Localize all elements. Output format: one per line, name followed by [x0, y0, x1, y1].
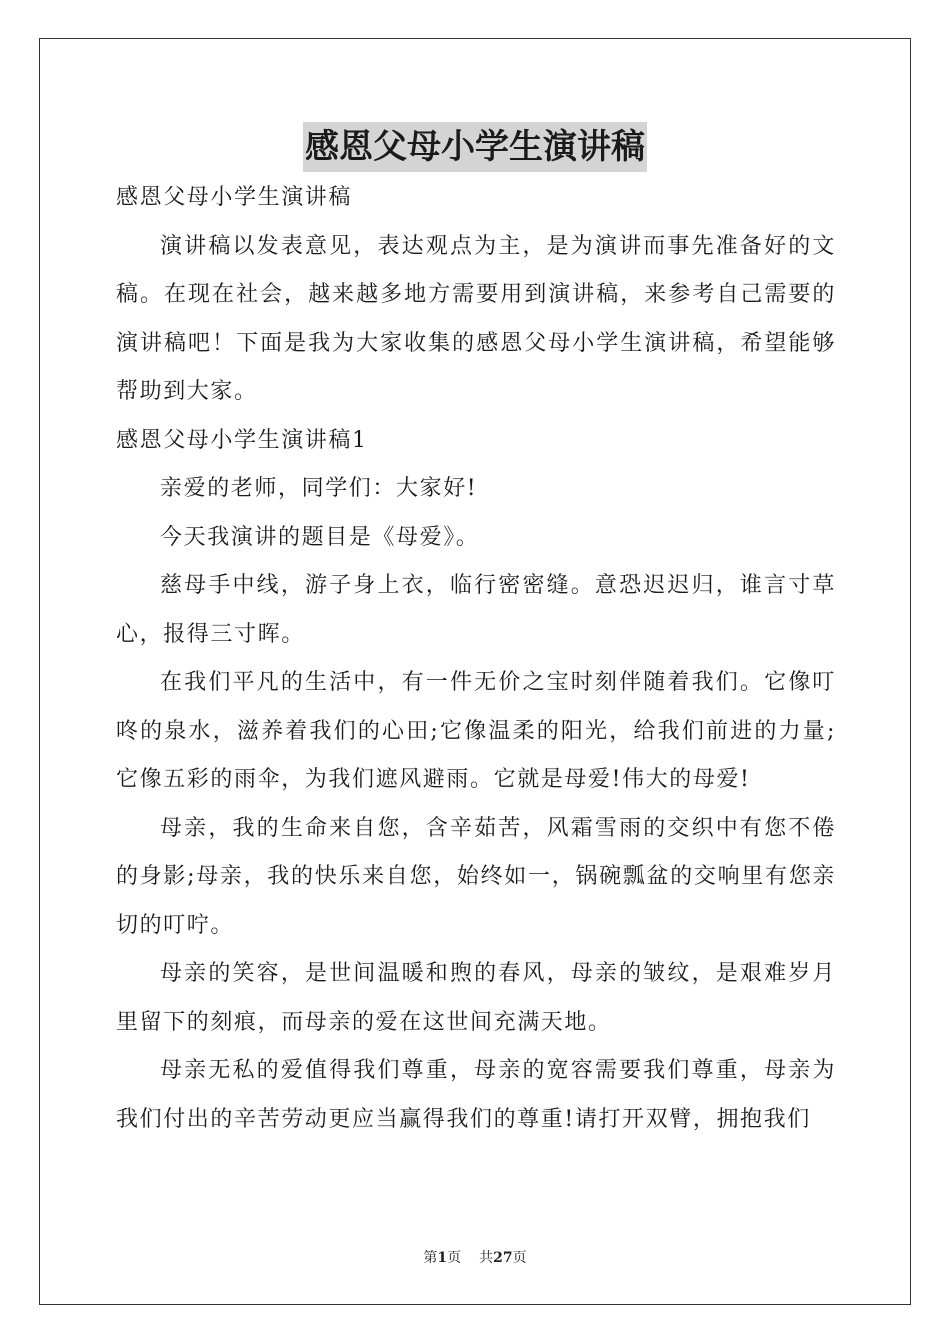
total-pages: 27	[493, 1250, 513, 1266]
paragraph: 母亲，我的生命来自您，含辛茹苦，风霜雪雨的交织中有您不倦的身影;母亲，我的快乐来自您，始终如一，锅碗瓢盆的交响里有您亲切的叮咛。	[116, 815, 836, 938]
paragraph: 在我们平凡的生活中，有一件无价之宝时刻伴随着我们。它像叮咚的泉水，滋养着我们的心田;它像温柔的阳光，给我们前进的力量;它像五彩的雨伞，为我们遮风避雨。它就是母爱!伟大的母爱!	[116, 670, 836, 792]
paragraph: 母亲的笑容，是世间温暖和煦的春风，母亲的皱纹，是艰难岁月里留下的刻痕，而母亲的爱在这世间充满天地。	[116, 961, 836, 1035]
title-container	[0, 122, 950, 172]
paragraph: 慈母手中线，游子身上衣，临行密密缝。意恐迟迟归，谁言寸草心，报得三寸晖。	[116, 573, 836, 647]
paragraph: 亲爱的老师，同学们：大家好!	[160, 476, 478, 501]
paragraph: 母亲无私的爱值得我们尊重，母亲的宽容需要我们尊重，母亲为我们付出的辛苦劳动更应当赢得我们的尊重!请打开双臂，拥抱我们	[116, 1058, 836, 1132]
paragraph: 演讲稿以发表意见，表达观点为主，是为演讲而事先准备好的文稿。在现在社会，越来越多地方需要用到演讲稿，来参考自己需要的演讲稿吧！下面是我为大家收集的感恩父母小学生演讲稿，希望能够帮助到大家。	[116, 233, 836, 404]
page-prefix: 第	[423, 1250, 438, 1266]
total-prefix: 共	[479, 1250, 494, 1266]
paragraph: 感恩父母小学生演讲稿	[116, 185, 353, 210]
page-suffix: 页	[447, 1250, 462, 1266]
document-body	[116, 174, 836, 1144]
document-title: 感恩父母小学生演讲稿	[303, 122, 647, 172]
page-number: 1	[437, 1250, 448, 1266]
paragraph: 今天我演讲的题目是《母爱》。	[160, 524, 480, 550]
page-footer	[0, 1247, 950, 1267]
total-suffix: 页	[512, 1250, 527, 1266]
section-heading: 感恩父母小学生演讲稿1	[116, 427, 368, 453]
